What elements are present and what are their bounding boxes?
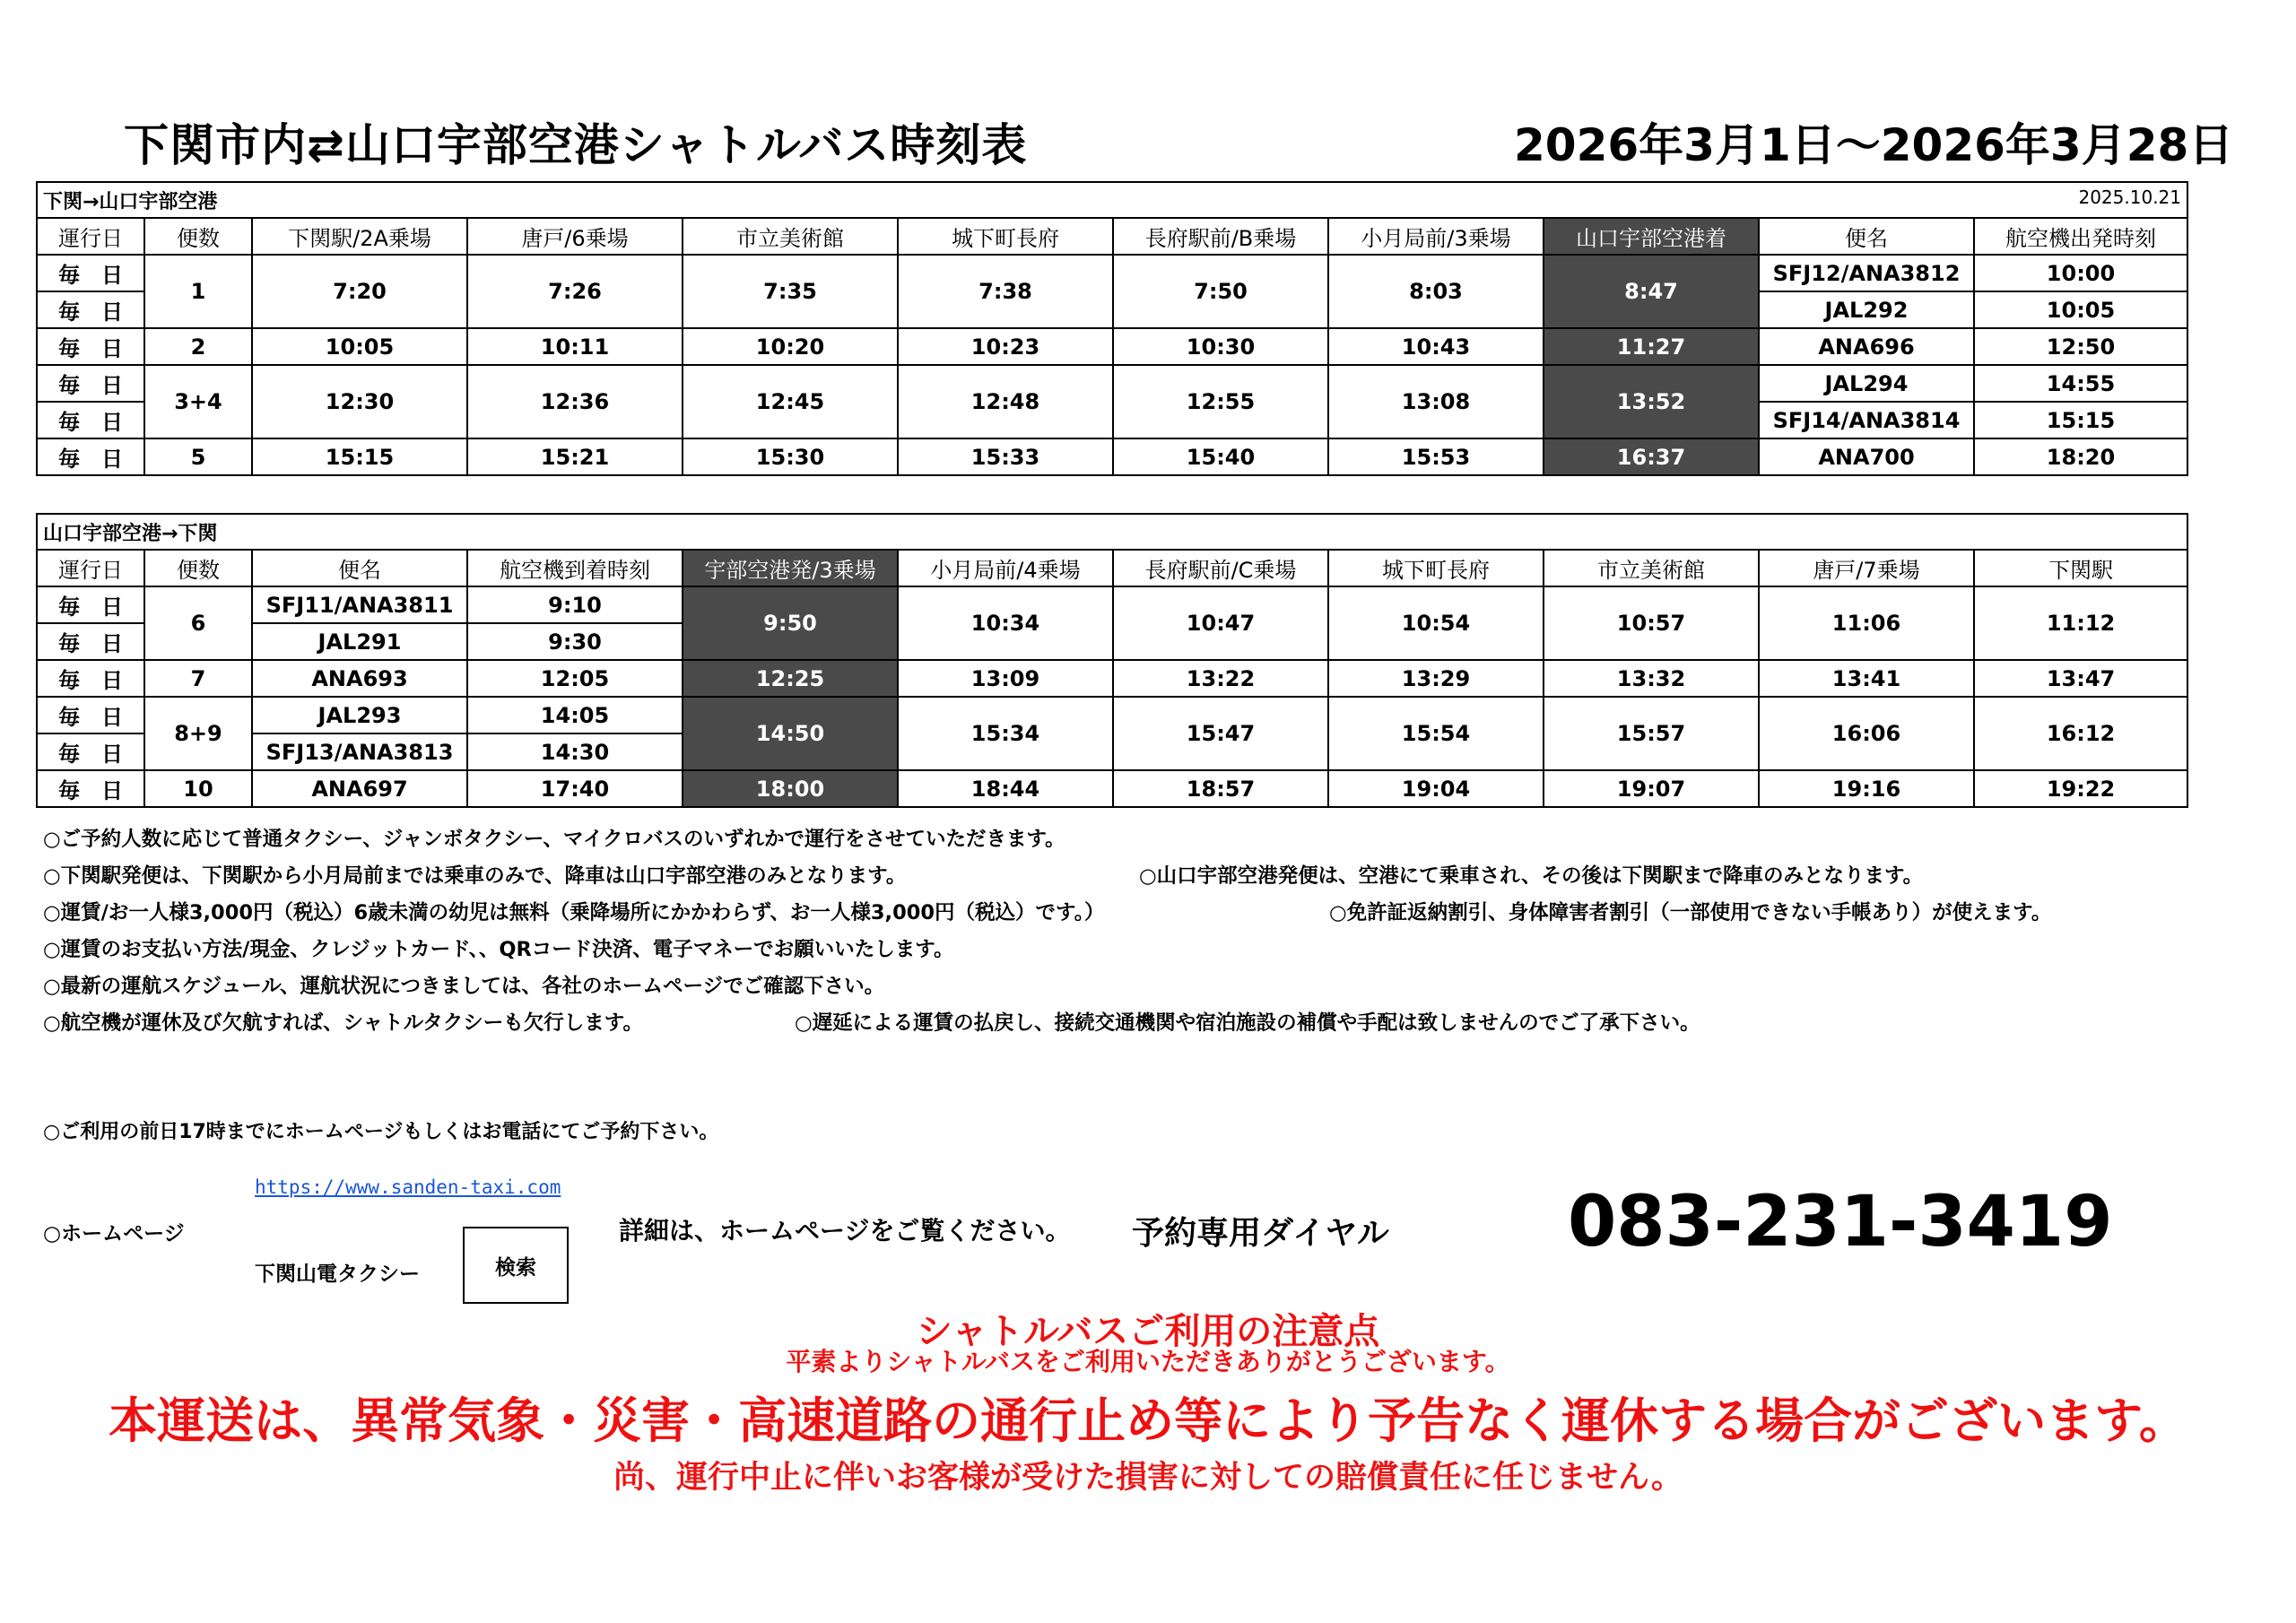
table-row (37, 438, 2187, 475)
table-row (37, 328, 2187, 365)
column-header: 城下町長府 (898, 218, 1113, 255)
table-row (37, 586, 2187, 623)
stop-time: 10:05 (252, 328, 467, 365)
stop-time: 10:11 (467, 328, 683, 365)
stop-time: 10:20 (683, 328, 898, 365)
flight-departure-time: 15:15 (1974, 402, 2187, 438)
stop-time: 15:30 (683, 438, 898, 475)
stop-time: 15:15 (252, 438, 467, 475)
column-header: 下関駅/2A乗場 (252, 218, 467, 255)
table-row (37, 514, 2187, 550)
stop-time: 10:34 (898, 586, 1113, 660)
flight-departure-time: 12:50 (1974, 328, 2187, 365)
operation-day: 毎 日 (37, 438, 144, 475)
stop-time: 19:22 (1974, 770, 2187, 807)
flight-name: SFJ12/ANA3812 (1759, 255, 1974, 291)
flight-arrival-time: 9:30 (467, 623, 683, 660)
search-button[interactable] (463, 1227, 569, 1304)
table-row (37, 697, 2187, 733)
stop-time: 7:35 (683, 255, 898, 328)
stop-time: 15:57 (1544, 697, 1759, 770)
homepage-label: ○ホームページ (43, 1222, 185, 1245)
operation-day: 毎 日 (37, 697, 144, 733)
flight-arrival-time: 14:30 (467, 733, 683, 770)
caution-main: 本運送は、異常気象・災害・高速道路の通行止め等により予告なく運休する場合がございます。 (109, 1393, 2187, 1449)
stop-time: 19:16 (1759, 770, 1974, 807)
trip-number: 2 (144, 328, 252, 365)
schedule-period: 2026年3月1日～2026年3月28日 (1514, 119, 2234, 171)
stop-time: 7:38 (898, 255, 1113, 328)
operation-day: 毎 日 (37, 733, 144, 770)
flight-name: SFJ13/ANA3813 (252, 733, 467, 770)
flight-name: SFJ14/ANA3814 (1759, 402, 1974, 438)
column-header: 運行日 (37, 550, 144, 586)
column-header: 航空機出発時刻 (1974, 218, 2187, 255)
stop-time: 15:34 (898, 697, 1113, 770)
stop-time: 13:32 (1544, 660, 1759, 697)
trip-number: 1 (144, 255, 252, 328)
airport-departure-time: 9:50 (683, 586, 898, 660)
operation-day: 毎 日 (37, 586, 144, 623)
revision-date: 2025.10.21 (2078, 186, 2181, 208)
airport-arrival-time: 11:27 (1544, 328, 1759, 365)
stop-time: 15:54 (1328, 697, 1544, 770)
column-header: 市立美術館 (1544, 550, 1759, 586)
table-row (37, 218, 2187, 255)
trip-number: 3+4 (144, 365, 252, 438)
operation-day: 毎 日 (37, 365, 144, 402)
column-header: 長府駅前/B乗場 (1113, 218, 1328, 255)
trip-number: 6 (144, 586, 252, 660)
stop-time: 12:45 (683, 365, 898, 438)
column-header: 下関駅 (1974, 550, 2187, 586)
search-button-label: 検索 (495, 1255, 536, 1280)
homepage-link[interactable]: https://www.sanden-taxi.com (255, 1176, 561, 1198)
stop-time: 11:12 (1974, 586, 2187, 660)
stop-time: 7:20 (252, 255, 467, 328)
flight-name: ANA700 (1759, 438, 1974, 475)
airport-departure-time: 14:50 (683, 697, 898, 770)
column-header: 航空機到着時刻 (467, 550, 683, 586)
phone-number: 083-231-3419 (1568, 1182, 2113, 1263)
flight-name: JAL292 (1759, 291, 1974, 328)
table-row (37, 255, 2187, 291)
column-header: 便数 (144, 218, 252, 255)
stop-time: 13:47 (1974, 660, 2187, 697)
operation-day: 毎 日 (37, 402, 144, 438)
operation-day: 毎 日 (37, 255, 144, 291)
stop-time: 15:33 (898, 438, 1113, 475)
airport-arrival-time: 8:47 (1544, 255, 1759, 328)
flight-departure-time: 14:55 (1974, 365, 2187, 402)
operation-day: 毎 日 (37, 770, 144, 807)
table-caption-text: 山口宇部空港→下関 (43, 522, 218, 545)
flight-arrival-time: 9:10 (467, 586, 683, 623)
stop-time: 10:30 (1113, 328, 1328, 365)
stop-time: 12:36 (467, 365, 683, 438)
note-schedule: ○最新の運航スケジュール、運航状況につきましては、各社のホームページでご確認下さい。 (43, 975, 885, 998)
column-header: 便数 (144, 550, 252, 586)
operation-day: 毎 日 (37, 328, 144, 365)
stop-time: 13:09 (898, 660, 1113, 697)
reservation-deadline: ○ご利用の前日17時までにホームページもしくはお電話にてご予約下さい。 (43, 1121, 719, 1143)
operation-day: 毎 日 (37, 291, 144, 328)
flight-arrival-time: 14:05 (467, 697, 683, 733)
column-header: 便名 (252, 550, 467, 586)
flight-name: ANA696 (1759, 328, 1974, 365)
airport-arrival-time: 13:52 (1544, 365, 1759, 438)
inbound-timetable (36, 513, 2188, 808)
stop-time: 16:06 (1759, 697, 1974, 770)
table-caption (37, 182, 2187, 218)
page-title: 下関市内⇄山口宇部空港シャトルバス時刻表 (124, 119, 1028, 171)
stop-time: 8:03 (1328, 255, 1544, 328)
stop-time: 12:55 (1113, 365, 1328, 438)
table-row (37, 770, 2187, 807)
outbound-timetable (36, 181, 2188, 476)
column-header: 運行日 (37, 218, 144, 255)
table-row (37, 182, 2187, 218)
stop-time: 15:40 (1113, 438, 1328, 475)
table-row (37, 660, 2187, 697)
trip-number: 5 (144, 438, 252, 475)
homepage-detail: 詳細は、ホームページをご覧ください。 (619, 1216, 1071, 1245)
stop-time: 7:26 (467, 255, 683, 328)
column-header: 小月局前/3乗場 (1328, 218, 1544, 255)
table-row (37, 550, 2187, 586)
stop-time: 10:47 (1113, 586, 1328, 660)
column-header: 城下町長府 (1328, 550, 1544, 586)
stop-time: 15:21 (467, 438, 683, 475)
column-header: 小月局前/4乗場 (898, 550, 1113, 586)
airport-arrival-time: 16:37 (1544, 438, 1759, 475)
column-header: 唐戸/6乗場 (467, 218, 683, 255)
stop-time: 10:23 (898, 328, 1113, 365)
note-delay: ○遅延による運賃の払戻し、接続交通機関や宿泊施設の補償や手配は致しませんのでご了承下さい。 (795, 1011, 1700, 1035)
column-header: 長府駅前/C乗場 (1113, 550, 1328, 586)
flight-arrival-time: 12:05 (467, 660, 683, 697)
airport-departure-time: 12:25 (683, 660, 898, 697)
stop-time: 12:30 (252, 365, 467, 438)
flight-departure-time: 18:20 (1974, 438, 2187, 475)
flight-departure-time: 10:00 (1974, 255, 2187, 291)
stop-time: 16:12 (1974, 697, 2187, 770)
table-row (37, 365, 2187, 402)
stop-time: 18:44 (898, 770, 1113, 807)
flight-arrival-time: 17:40 (467, 770, 683, 807)
table-caption-text: 下関→山口宇部空港 (43, 190, 218, 213)
flight-name: JAL294 (1759, 365, 1974, 402)
stop-time: 7:50 (1113, 255, 1328, 328)
stop-time: 15:47 (1113, 697, 1328, 770)
operation-day: 毎 日 (37, 660, 144, 697)
column-header: 便名 (1759, 218, 1974, 255)
stop-time: 13:29 (1328, 660, 1544, 697)
table-caption (37, 514, 2187, 550)
flight-name: JAL291 (252, 623, 467, 660)
stop-time: 18:57 (1113, 770, 1328, 807)
note-fare: ○運賃/お一人様3,000円（税込）6歳未満の幼児は無料（乗降場所にかかわらず、お一人様3,000円（税込）です。） (43, 901, 1105, 924)
stop-time: 13:22 (1113, 660, 1328, 697)
note-discount: ○免許証返納割引、身体障害者割引（一部使用できない手帳あり）が使えます。 (1329, 901, 2052, 924)
column-header: 宇部空港発/3乗場 (683, 550, 898, 586)
operation-day: 毎 日 (37, 623, 144, 660)
note-shimonoseki-departure: ○下関駅発便は、下関駅から小月局前までは乗車のみで、降車は山口宇部空港のみとなります。 (43, 864, 907, 888)
note-cancellation: ○航空機が運休及び欠航すれば、シャトルタクシーも欠行します。 (43, 1011, 643, 1035)
trip-number: 7 (144, 660, 252, 697)
caution-heading: シャトルバスご利用の注意点 (916, 1311, 1380, 1352)
column-header: 山口宇部空港着 (1544, 218, 1759, 255)
stop-time: 12:48 (898, 365, 1113, 438)
stop-time: 10:54 (1328, 586, 1544, 660)
stop-time: 10:43 (1328, 328, 1544, 365)
reservation-dial-label: 予約専用ダイヤル (1132, 1215, 1389, 1252)
stop-time: 11:06 (1759, 586, 1974, 660)
company-name: 下関山電タクシー (255, 1263, 420, 1286)
trip-number: 10 (144, 770, 252, 807)
note-vehicle: ○ご予約人数に応じて普通タクシー、ジャンボタクシー、マイクロバスのいずれかで運行をさせていただきます。 (43, 828, 1065, 851)
stop-time: 19:07 (1544, 770, 1759, 807)
trip-number: 8+9 (144, 697, 252, 770)
note-payment: ○運賃のお支払い方法/現金、クレジットカード、、QRコード決済、電子マネーでお願いいたします。 (43, 938, 954, 961)
stop-time: 13:08 (1328, 365, 1544, 438)
column-header: 唐戸/7乗場 (1759, 550, 1974, 586)
stop-time: 13:41 (1759, 660, 1974, 697)
caution-disclaimer: 尚、運行中止に伴いお客様が受けた損害に対しての賠償責任に任じません。 (613, 1460, 1683, 1496)
caution-thanks: 平素よりシャトルバスをご利用いただきありがとうございます。 (786, 1347, 1510, 1376)
stop-time: 19:04 (1328, 770, 1544, 807)
stop-time: 15:53 (1328, 438, 1544, 475)
note-airport-departure: ○山口宇部空港発便は、空港にて乗車され、その後は下関駅まで降車のみとなります。 (1139, 864, 1924, 888)
column-header: 市立美術館 (683, 218, 898, 255)
flight-name: JAL293 (252, 697, 467, 733)
stop-time: 10:57 (1544, 586, 1759, 660)
flight-name: ANA697 (252, 770, 467, 807)
flight-departure-time: 10:05 (1974, 291, 2187, 328)
airport-departure-time: 18:00 (683, 770, 898, 807)
flight-name: ANA693 (252, 660, 467, 697)
flight-name: SFJ11/ANA3811 (252, 586, 467, 623)
